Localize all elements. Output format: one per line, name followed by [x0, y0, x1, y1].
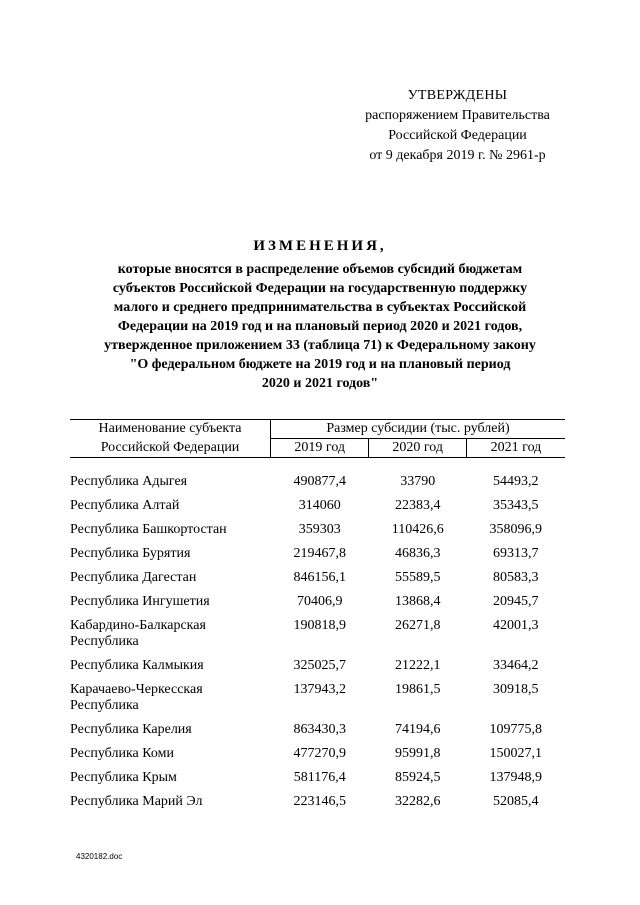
- value-2019: 581176,4: [293, 770, 346, 785]
- table-row: [70, 794, 565, 818]
- value-2019: 314060: [298, 498, 341, 513]
- value-2021: 33464,2: [492, 658, 539, 673]
- header-year-2019: 2019 год: [271, 439, 369, 458]
- value-2021: 358096,9: [489, 522, 542, 537]
- table-row: [70, 746, 565, 770]
- region-name: Республика Коми: [70, 746, 174, 761]
- subtitle-line: которые вносятся в распределение объемов субсидий бюджетам: [117, 262, 523, 277]
- table-row: [70, 498, 565, 522]
- value-2021: 35343,5: [492, 498, 539, 513]
- value-2020: 22383,4: [394, 498, 441, 513]
- document-subtitle: [90, 260, 550, 393]
- value-2019: 137943,2: [293, 682, 346, 697]
- value-2019: 359303: [298, 522, 341, 537]
- value-2019: 490877,4: [293, 474, 346, 489]
- header-year-2020: 2020 год: [369, 439, 467, 458]
- table-row: [70, 594, 565, 618]
- table-body: [70, 458, 565, 819]
- value-2019: 846156,1: [293, 570, 346, 585]
- value-2019: 219467,8: [293, 546, 346, 561]
- value-2020: 26271,8: [394, 618, 441, 633]
- value-2020: 74194,6: [394, 722, 441, 737]
- subsidy-table: [70, 419, 565, 818]
- value-2021: 54493,2: [492, 474, 539, 489]
- subtitle-line: Федерации на 2019 год и на плановый период 2020 и 2021 годов,: [117, 319, 523, 334]
- value-2020: 85924,5: [394, 770, 441, 785]
- region-name: Республика Крым: [70, 770, 177, 785]
- table-row: [70, 722, 565, 746]
- value-2019: 70406,9: [296, 594, 343, 609]
- value-2020: 21222,1: [394, 658, 441, 673]
- approval-heading: УТВЕРЖДЕНЫ: [407, 88, 508, 103]
- value-2020: 13868,4: [394, 594, 441, 609]
- table-row: [70, 770, 565, 794]
- region-name: Республика Башкортостан: [70, 522, 227, 537]
- value-2020: 46836,3: [394, 546, 441, 561]
- value-2021: 69313,7: [492, 546, 539, 561]
- region-name: Республика Бурятия: [70, 546, 191, 561]
- value-2020: 55589,5: [394, 570, 441, 585]
- region-name: Республика Калмыкия: [70, 658, 204, 673]
- subtitle-line: "О федеральном бюджете на 2019 год и на плановый период: [129, 357, 511, 372]
- value-2019: 863430,3: [293, 722, 346, 737]
- table-row: [70, 682, 565, 722]
- value-2021: 80583,3: [492, 570, 539, 585]
- approval-line-3: от 9 декабря 2019 г. № 2961-р: [369, 148, 546, 163]
- value-2020: 110426,6: [391, 522, 444, 537]
- region-name: Республика Карелия: [70, 722, 192, 737]
- value-2021: 150027,1: [489, 746, 542, 761]
- table-row: [70, 474, 565, 498]
- value-2019: 477270,9: [293, 746, 346, 761]
- region-name: Кабардино-Балкарская Республика: [70, 618, 206, 649]
- table-row: [70, 522, 565, 546]
- value-2021: 42001,3: [492, 618, 539, 633]
- region-name: Республика Ингушетия: [70, 594, 210, 609]
- subtitle-line: 2020 и 2021 годов": [261, 376, 379, 391]
- subtitle-line: субъектов Российской Федерации на государственную поддержку: [112, 281, 528, 296]
- region-name: Республика Алтай: [70, 498, 180, 513]
- value-2019: 325025,7: [293, 658, 346, 673]
- value-2019: 190818,9: [293, 618, 346, 633]
- header-subsidy-size: Размер субсидии (тыс. рублей): [271, 420, 566, 439]
- subtitle-line: малого и среднего предпринимательства в субъектах Российской: [113, 300, 527, 315]
- subtitle-line: утвержденное приложением 33 (таблица 71) к Федеральному закону: [104, 338, 536, 353]
- table-row: [70, 618, 565, 658]
- value-2021: 52085,4: [492, 794, 539, 809]
- approval-line-2: Российской Федерации: [388, 128, 527, 143]
- value-2019: 223146,5: [293, 794, 346, 809]
- approval-block: [340, 86, 575, 166]
- value-2020: 33790: [400, 474, 436, 489]
- value-2020: 32282,6: [394, 794, 441, 809]
- region-name: Республика Адыгея: [70, 474, 188, 489]
- value-2021: 109775,8: [489, 722, 542, 737]
- header-name-line-1: Наименование субъекта: [70, 420, 271, 439]
- region-name: Республика Марий Эл: [70, 794, 203, 809]
- region-name: Карачаево-Черкесская Республика: [70, 682, 203, 713]
- table-row: [70, 658, 565, 682]
- table-row: [70, 570, 565, 594]
- table-row: [70, 546, 565, 570]
- region-name: Республика Дагестан: [70, 570, 197, 585]
- file-footer: 4320182.doc: [76, 852, 123, 861]
- value-2021: 30918,5: [492, 682, 539, 697]
- document-title: ИЗМЕНЕНИЯ,: [253, 238, 387, 254]
- value-2021: 20945,7: [492, 594, 539, 609]
- value-2020: 19861,5: [394, 682, 441, 697]
- approval-line-1: распоряжением Правительства: [365, 108, 550, 123]
- value-2020: 95991,8: [394, 746, 441, 761]
- value-2021: 137948,9: [489, 770, 542, 785]
- header-year-2021: 2021 год: [466, 439, 565, 458]
- header-name-line-2: Российской Федерации: [70, 439, 271, 458]
